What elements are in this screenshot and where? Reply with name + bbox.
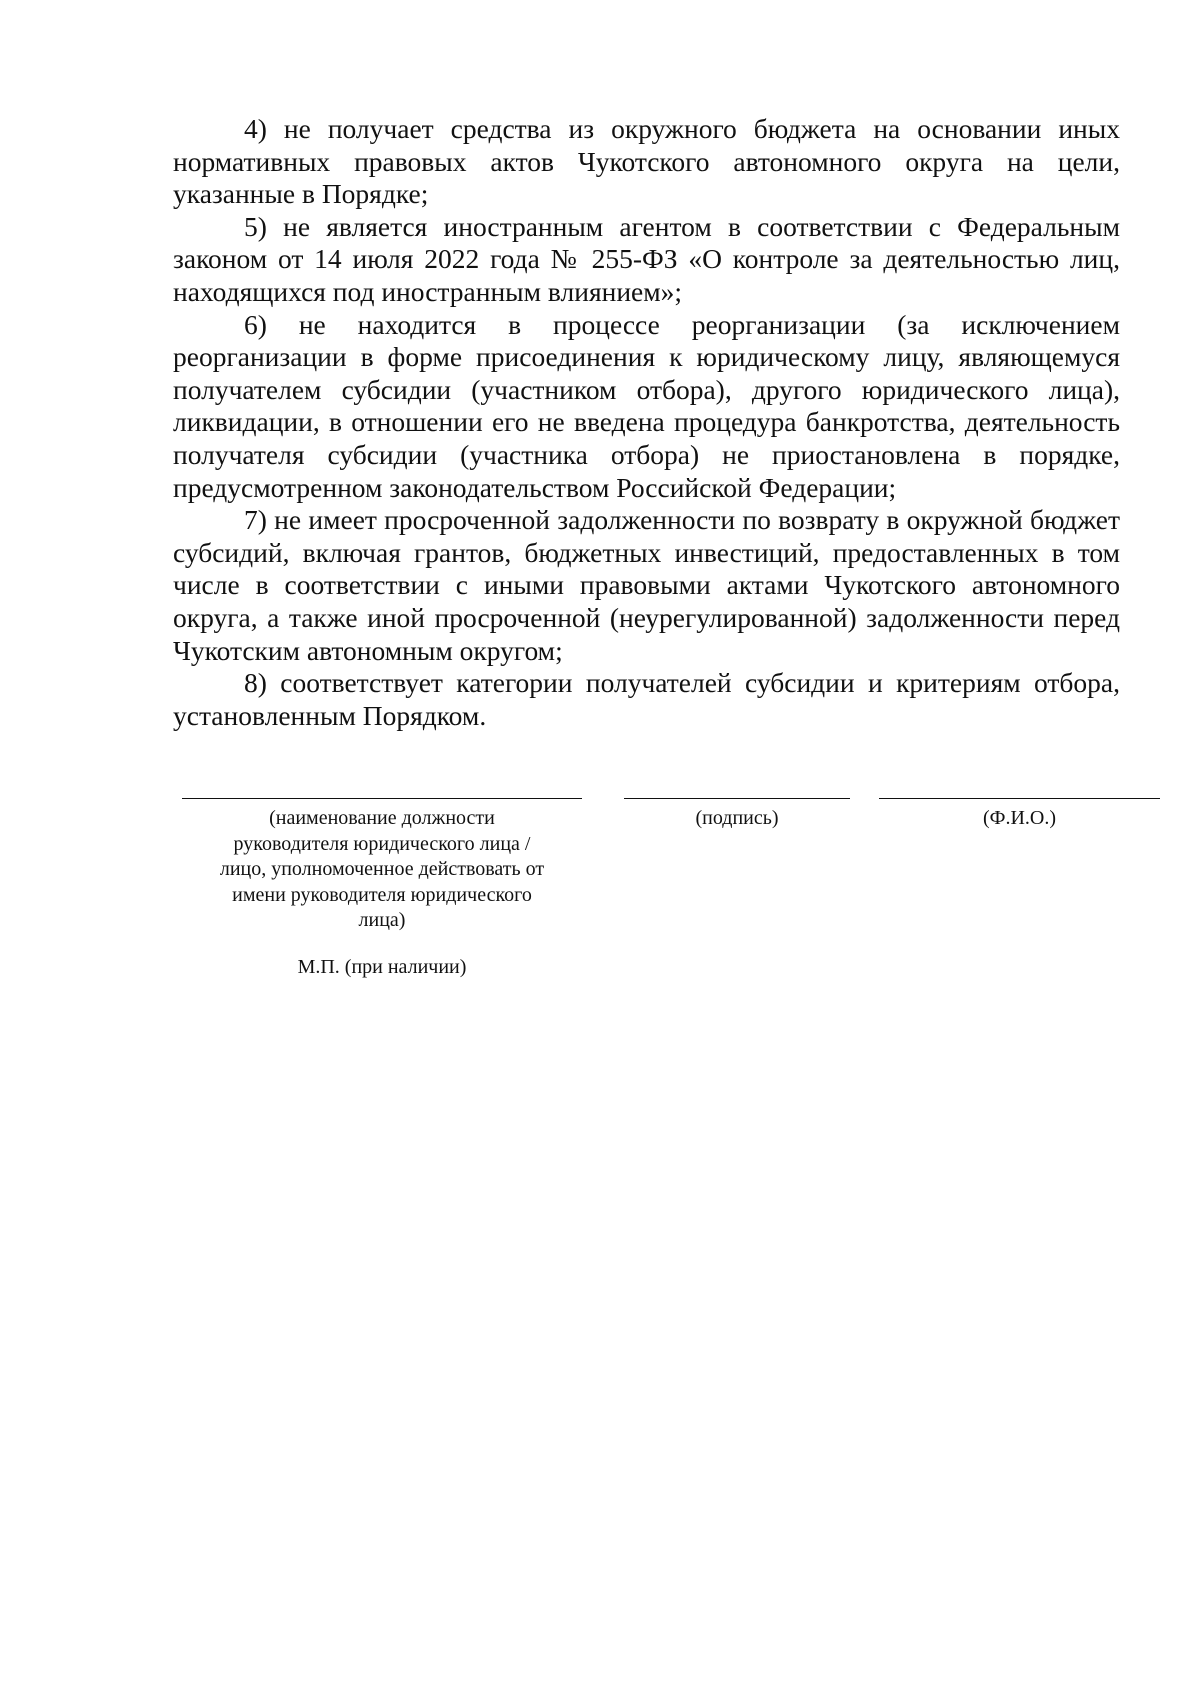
paragraph-item-7: 7) не имеет просроченной задолженности по возврату в окружной бюджет субсидий, включая грантов, бюджетных инвестиций, предоставленных в том числе в соответствии с иными правовыми актами Чукотского автономного округа, а также иной просроченной (неурегулированной) задолженности перед Чукотским автономным округом; <box>173 504 1120 666</box>
paragraph-item-6: 6) не находится в процессе реорганизации (за исключением реорганизации в форме присоединения к юридическому лицу, являющемуся получателем субсидии (участником отбора), другого юридического лица), ликвидации, в отношении его не введена процедура банкротства, деятельность получателя субсидии (участника отбора) не приостановлена в порядке, предусмотренном законодательством Российской Федерации; <box>173 308 1120 503</box>
paragraph-item-8: 8) соответствует категории получателей субсидии и критериям отбора, установленным Порядком. <box>173 667 1120 731</box>
position-caption <box>182 806 582 934</box>
position-caption-line: (наименование должности <box>269 807 495 829</box>
position-caption-line: лицо, уполномоченное действовать от <box>219 858 545 881</box>
position-caption-line: руководителя юридического лица / <box>233 832 531 855</box>
paragraph-item-4: 4) не получает средства из окружного бюджета на основании иных нормативных правовых актов Чукотского автономного округа на цели, указанные в Порядке; <box>173 113 1120 210</box>
full-name-line <box>879 798 1160 799</box>
position-caption-line: имени руководителя юридического <box>232 883 532 906</box>
document-body <box>173 113 1120 732</box>
seal-note: М.П. (при наличии) <box>297 956 467 978</box>
signature-caption: (подпись) <box>695 807 779 829</box>
signature-line <box>624 798 850 799</box>
paragraph-item-5: 5) не является иностранным агентом в соответствии с Федеральным законом от 14 июля 2022 года № 255-ФЗ «О контроле за деятельностью лиц, находящихся под иностранным влиянием»; <box>173 210 1120 307</box>
position-signature-line <box>182 798 582 799</box>
position-caption-line: лица) <box>358 909 406 932</box>
full-name-caption: (Ф.И.О.) <box>982 807 1056 829</box>
